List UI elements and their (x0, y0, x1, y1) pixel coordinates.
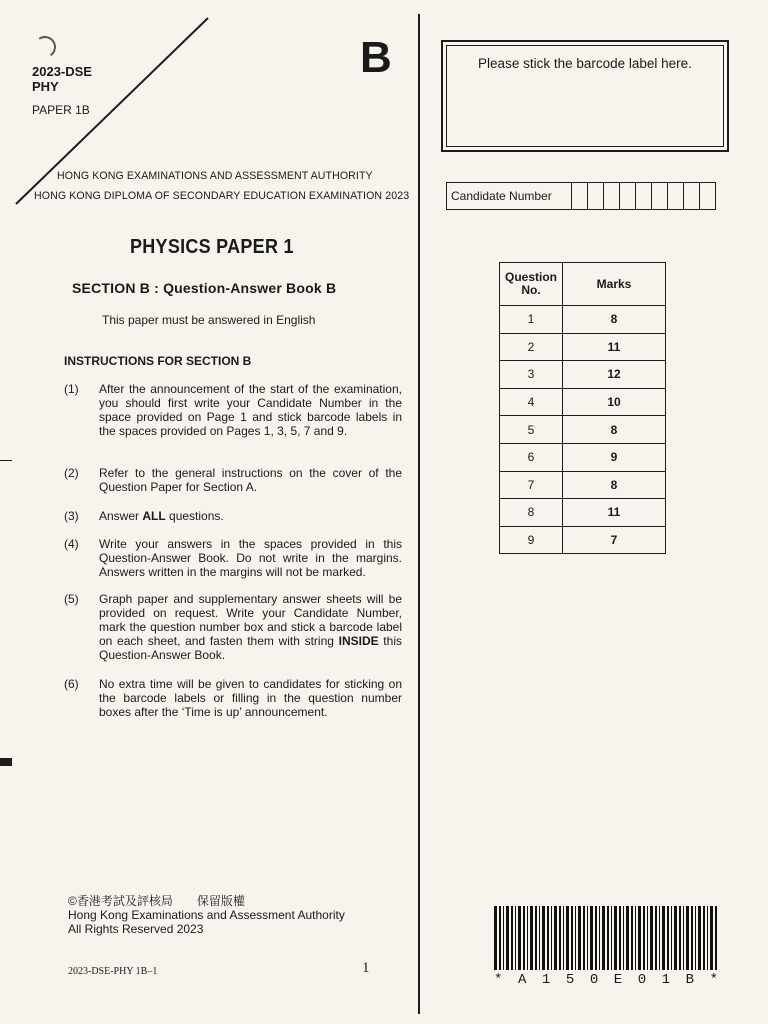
candidate-number-box[interactable] (700, 183, 715, 209)
candidate-number-field[interactable] (446, 182, 716, 210)
barcode-bar (650, 906, 653, 970)
barcode-bar (607, 906, 609, 970)
barcode-bar (527, 906, 528, 970)
barcode-bar (566, 906, 569, 970)
page-divider (418, 14, 420, 1014)
footer-page-code: 2023-DSE-PHY 1B–1 (68, 966, 158, 977)
page-number: 1 (362, 960, 370, 976)
barcode-bar (631, 906, 633, 970)
barcode-bar (583, 906, 585, 970)
instruction-5 (64, 592, 402, 662)
instruction-text: After the announcement of the start of the examination, you should first write your Candidate Number in the space provided on Page 1 and stick barcode labels in the spaces provided on Pages 1, 3, 5, 7 and 9. (99, 382, 402, 438)
barcode-bar (683, 906, 684, 970)
subject-code: PHY (32, 79, 59, 94)
candidate-number-label: Candidate Number (447, 183, 572, 209)
barcode-bar (506, 906, 509, 970)
table-row (500, 499, 666, 527)
question-marks: 10 (563, 388, 666, 416)
marks-table-header (500, 263, 666, 306)
copyright-chinese: ©香港考試及評核局 保留版權 (68, 894, 245, 908)
marks-header: Marks (563, 263, 666, 306)
barcode-bar (659, 906, 660, 970)
barcode-bar (667, 906, 669, 970)
instruction-number: (2) (64, 466, 79, 480)
question-marks: 8 (563, 416, 666, 444)
barcode-bar (575, 906, 576, 970)
candidate-number-box[interactable] (604, 183, 620, 209)
question-marks: 12 (563, 361, 666, 389)
barcode-bar (518, 906, 521, 970)
question-no-header: Question No. (500, 263, 563, 306)
barcode-char: * (494, 972, 503, 988)
copyright-authority: Hong Kong Examinations and Assessment Authority (68, 908, 345, 922)
paper-code: PAPER 1B (32, 103, 90, 117)
instruction-2 (64, 466, 402, 494)
instruction-4 (64, 537, 402, 579)
barcode-bar (715, 906, 717, 970)
barcode-char: E (613, 972, 623, 988)
instruction-text-part: Answer (99, 509, 143, 523)
exam-name: HONG KONG DIPLOMA OF SECONDARY EDUCATION EXAMINATION 2023 (34, 190, 410, 202)
candidate-number-box[interactable] (684, 183, 700, 209)
language-note: This paper must be answered in English (102, 313, 316, 327)
candidate-number-box[interactable] (572, 183, 588, 209)
instruction-text-part: Graph paper and supplementary answer sheets will be provided on request. Write your Candidate Number, mark the question number box and stick a barcode label on each sheet, and fasten them with string (99, 592, 402, 648)
instruction-number: (3) (64, 509, 79, 523)
barcode-char: 1 (541, 972, 551, 988)
barcode-bar (703, 906, 705, 970)
barcode-bar (707, 906, 708, 970)
question-number: 5 (500, 416, 563, 444)
question-number: 8 (500, 499, 563, 527)
barcode-bar (595, 906, 597, 970)
barcode-bar (547, 906, 549, 970)
barcode-bar (647, 906, 648, 970)
question-marks: 11 (563, 333, 666, 361)
barcode-bar (686, 906, 689, 970)
instruction-text-part: this Question-Answer Book. (99, 634, 402, 662)
barcode-bar (614, 906, 617, 970)
candidate-number-box[interactable] (588, 183, 604, 209)
instruction-6 (64, 677, 402, 719)
question-marks: 8 (563, 471, 666, 499)
barcode-image (494, 906, 718, 970)
instruction-text-part: questions. (165, 509, 224, 523)
barcode-bar (698, 906, 701, 970)
barcode-bar (635, 906, 636, 970)
section-title: SECTION B : Question-Answer Book B (72, 280, 337, 296)
barcode-bar (626, 906, 629, 970)
table-row (500, 526, 666, 554)
barcode-bar (643, 906, 645, 970)
instruction-text: No extra time will be given to candidates for sticking on the barcode labels or filling in the question number boxes after the ‘Time is up’ announcement. (99, 677, 402, 719)
question-marks: 11 (563, 499, 666, 527)
table-row (500, 361, 666, 389)
question-number: 9 (500, 526, 563, 554)
question-number: 2 (500, 333, 563, 361)
barcode-bar (523, 906, 525, 970)
barcode-char: * (709, 972, 718, 988)
question-marks: 8 (563, 306, 666, 334)
barcode-char: 0 (589, 972, 599, 988)
instruction-3 (64, 509, 402, 523)
candidate-number-box[interactable] (636, 183, 652, 209)
table-row (500, 471, 666, 499)
paper-title: PHYSICS PAPER 1 (130, 236, 294, 258)
barcode-bar (535, 906, 537, 970)
instruction-number: (6) (64, 677, 79, 691)
barcode-bar (655, 906, 657, 970)
barcode-bar (662, 906, 665, 970)
barcode-bar (674, 906, 677, 970)
barcode-char: 0 (637, 972, 647, 988)
barcode-bar (554, 906, 557, 970)
candidate-number-box[interactable] (668, 183, 684, 209)
barcode-bar (539, 906, 540, 970)
question-number: 4 (500, 388, 563, 416)
barcode-bar (679, 906, 681, 970)
barcode-text (494, 972, 718, 988)
instruction-1 (64, 382, 402, 438)
barcode-bar (599, 906, 600, 970)
instructions-heading: INSTRUCTIONS FOR SECTION B (64, 354, 252, 368)
table-row (500, 388, 666, 416)
barcode-bar (499, 906, 501, 970)
barcode-bar (691, 906, 693, 970)
barcode-bar (587, 906, 588, 970)
instruction-number: (1) (64, 382, 79, 396)
barcode-label-box (441, 40, 729, 152)
instruction-number: (5) (64, 592, 79, 606)
marks-table (499, 262, 666, 554)
exam-code (32, 64, 92, 94)
barcode-bar (590, 906, 593, 970)
barcode-bar (494, 906, 497, 970)
table-row (500, 416, 666, 444)
question-marks: 7 (563, 526, 666, 554)
barcode-bar (611, 906, 612, 970)
instruction-text (99, 592, 402, 662)
exam-code-line: 2023-DSE (32, 64, 92, 79)
table-row (500, 333, 666, 361)
barcode-bar (578, 906, 581, 970)
instruction-emphasis: ALL (142, 509, 166, 523)
barcode-bar (623, 906, 624, 970)
barcode-bar (571, 906, 573, 970)
scan-mark (0, 758, 12, 766)
barcode-bar (503, 906, 504, 970)
barcode-bar (511, 906, 513, 970)
instruction-number: (4) (64, 537, 79, 551)
barcode-bar (551, 906, 552, 970)
barcode-bar (638, 906, 641, 970)
instruction-emphasis: INSIDE (338, 634, 379, 648)
barcode-bar (602, 906, 605, 970)
barcode-bar (695, 906, 696, 970)
question-number: 6 (500, 443, 563, 471)
candidate-number-box[interactable] (620, 183, 636, 209)
barcode-bar (619, 906, 621, 970)
barcode-char: A (517, 972, 527, 988)
section-letter: B (360, 33, 392, 82)
barcode-bar (710, 906, 713, 970)
barcode-bar (671, 906, 672, 970)
barcode-char: B (685, 972, 695, 988)
barcode-bar (563, 906, 564, 970)
copyright-rights: All Rights Reserved 2023 (68, 922, 204, 936)
table-row (500, 306, 666, 334)
barcode-bar (515, 906, 516, 970)
scan-mark (0, 460, 12, 461)
barcode-bar (530, 906, 533, 970)
barcode-char: 5 (565, 972, 575, 988)
barcode-bar (542, 906, 545, 970)
instruction-text: Refer to the general instructions on the cover of the Question Paper for Section A. (99, 466, 402, 494)
question-number: 7 (500, 471, 563, 499)
question-number: 1 (500, 306, 563, 334)
authority-name: HONG KONG EXAMINATIONS AND ASSESSMENT AUTHORITY (57, 170, 373, 182)
barcode-char: 1 (661, 972, 671, 988)
instruction-text: Write your answers in the spaces provided in this Question-Answer Book. Do not write in the margins. Answers written in the margins will not be marked. (99, 537, 402, 579)
copyright-block (68, 894, 345, 936)
question-marks: 9 (563, 443, 666, 471)
table-row (500, 443, 666, 471)
question-number: 3 (500, 361, 563, 389)
candidate-number-box[interactable] (652, 183, 668, 209)
barcode-bar (559, 906, 561, 970)
instruction-text (99, 509, 402, 523)
barcode-label-instruction: Please stick the barcode label here. (478, 56, 692, 71)
